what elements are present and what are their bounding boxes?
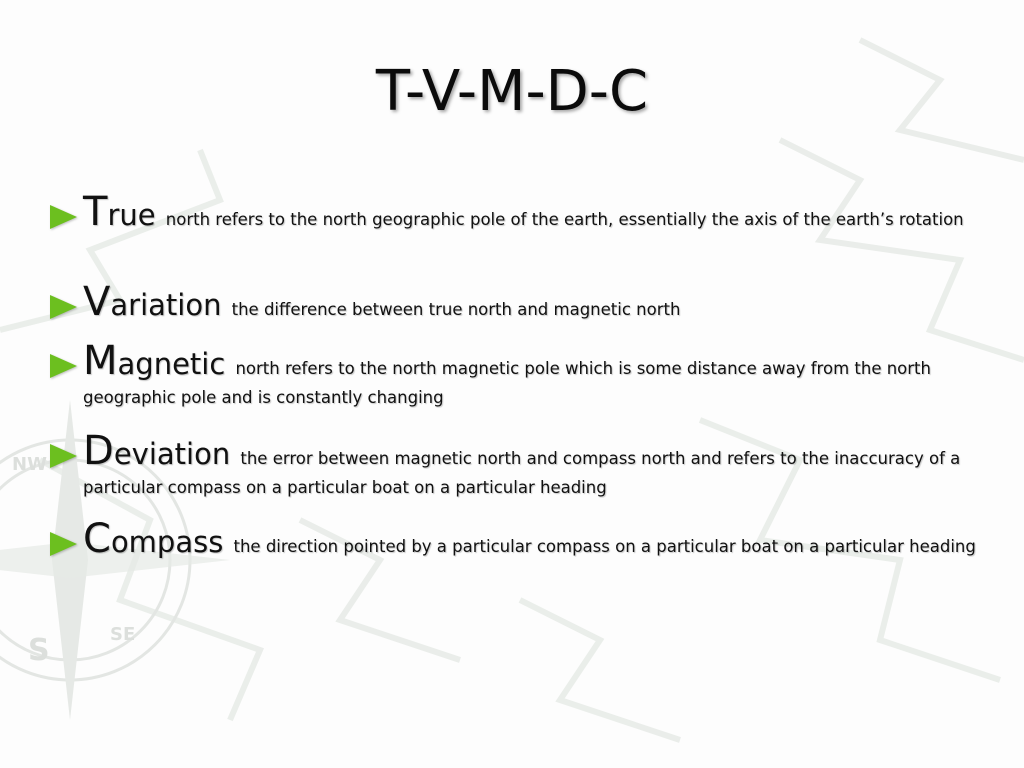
right-triangle-bullet-icon [50,295,77,319]
term-rest: ariation [110,288,222,322]
term-rest: rue [107,198,156,232]
svg-text:NW: NW [12,454,47,475]
term [83,428,231,474]
bullet-deviation [50,428,980,519]
term-initial: M [83,338,118,384]
term [83,516,224,562]
right-triangle-bullet-icon [50,205,77,229]
term-initial: V [83,279,111,325]
right-triangle-bullet-icon [50,532,77,556]
term-definition: north refers to the north magnetic pole which is some distance away from the north geographic pole and is constantly changing [83,359,931,407]
svg-text:S: S [28,633,50,668]
term [83,279,222,325]
right-triangle-bullet-icon [50,444,77,468]
svg-text:SE: SE [110,624,136,645]
term-initial: T [83,189,108,235]
bullet-compass [50,516,980,589]
bullet-true [50,189,980,282]
term-rest: agnetic [117,347,226,381]
term-definition: north refers to the north geographic pole of the earth, essentially the axis of the earth’s rotation [165,210,964,229]
term-definition: the direction pointed by a particular compass on a particular boat on a particular heading [233,537,976,556]
term-rest: eviation [113,437,231,471]
term-initial: D [83,428,114,474]
bullet-magnetic [50,338,980,431]
bullet-list [50,189,980,589]
term-initial: C [83,516,111,562]
term [83,189,156,235]
term [83,338,226,384]
right-triangle-bullet-icon [50,354,77,378]
term-definition: the error between magnetic north and compass north and refers to the inaccuracy of a particular compass on a particular boat on a particular heading [83,449,961,497]
slide-title: T-V-M-D-C [375,59,649,124]
term-definition: the difference between true north and magnetic north [231,300,681,319]
term-rest: ompass [110,525,224,559]
bullet-variation [50,279,980,341]
